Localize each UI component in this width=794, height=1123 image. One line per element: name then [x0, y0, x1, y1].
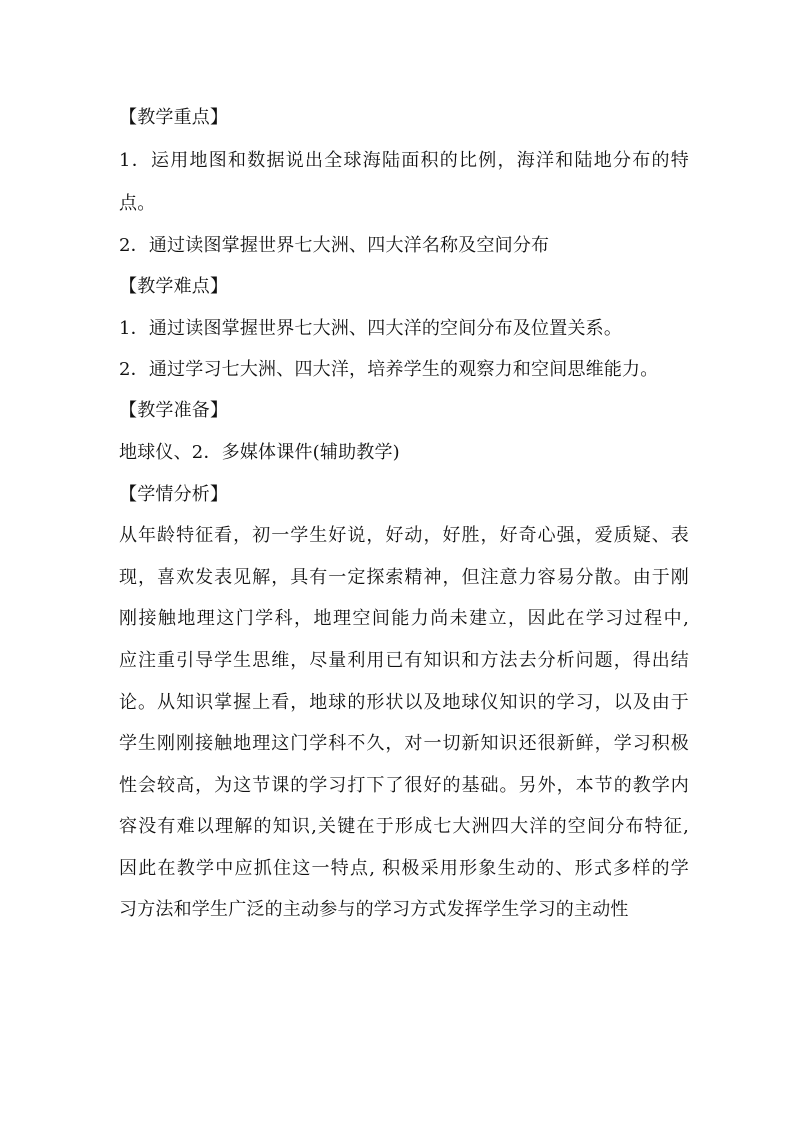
analysis-line: 从年龄特征看，初一学生好说，好动，好胜，好奇心强，爱质疑、表 — [119, 525, 689, 546]
section-heading-analysis: 【学情分析】 — [119, 484, 229, 505]
analysis-line: 刚接触地理这门学科，地理空间能力尚未建立，因此在学习过程中, — [119, 608, 689, 629]
analysis-line: 习方法和学生广泛的主动参与的学习方式发挥学生学习的主动性 — [119, 899, 629, 920]
analysis-line: 性会较高，为这节课的学习打下了很好的基础。另外，本节的教学内 — [119, 775, 689, 796]
key-point-1-line-2: 点。 — [119, 193, 156, 214]
difficulty-1: 1．通过读图掌握世界七大洲、四大洋的空间分布及位置关系。 — [119, 318, 623, 339]
analysis-line: 学生刚刚接触地理这门学科不久，对一切新知识还很新鲜，学习积极 — [119, 733, 689, 754]
difficulty-2: 2．通过学习七大洲、四大洋，培养学生的观察力和空间思维能力。 — [119, 359, 659, 380]
analysis-line: 论。从知识掌握上看，地球的形状以及地球仪知识的学习，以及由于 — [119, 692, 689, 713]
key-point-1-line-1: 1．运用地图和数据说出全球海陆面积的比例，海洋和陆地分布的特 — [119, 150, 689, 171]
section-heading-preparation: 【教学准备】 — [119, 400, 229, 421]
analysis-line: 应注重引导学生思维，尽量利用已有知识和方法去分析问题，得出结 — [119, 650, 689, 671]
key-point-2: 2．通过读图掌握世界七大洲、四大洋名称及空间分布 — [119, 235, 550, 256]
section-heading-difficulties: 【教学难点】 — [119, 276, 229, 297]
analysis-line: 容没有难以理解的知识,关键在于形成七大洲四大洋的空间分布特征, — [119, 816, 689, 837]
section-heading-key-points: 【教学重点】 — [119, 107, 229, 128]
analysis-line: 因此在教学中应抓住这一特点, 积极采用形象生动的、形式多样的学 — [119, 858, 689, 879]
analysis-line: 现，喜欢发表见解，具有一定探索精神，但注意力容易分散。由于刚 — [119, 567, 689, 588]
preparation-content: 地球仪、2．多媒体课件(辅助教学) — [119, 442, 400, 463]
